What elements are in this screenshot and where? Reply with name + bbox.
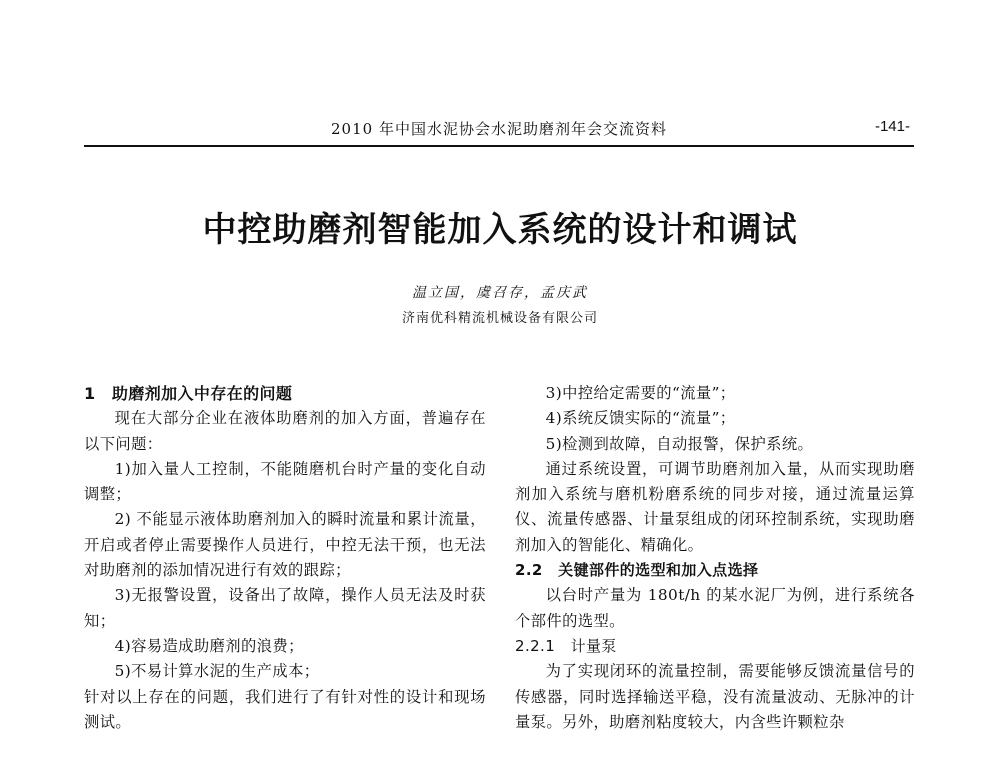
list-item: 5)不易计算水泥的生产成本； bbox=[114, 662, 320, 681]
running-header-text: 2010 年中国水泥协会水泥助磨剂年会交流资料 bbox=[331, 120, 667, 138]
list-item: 3)中控给定需要的“流量”； bbox=[545, 384, 736, 402]
section-heading-2-2-1: 2.2.1 计量泵 bbox=[515, 636, 617, 655]
paper-title: 中控助磨剂智能加入系统的设计和调试 bbox=[202, 210, 798, 250]
paragraph: 现在大部分企业在液体助磨剂的加入方面，普遍存在以下问题： bbox=[84, 409, 486, 453]
section-heading-1: 1 助磨剂加入中存在的问题 bbox=[84, 384, 293, 403]
list-item: 5)检测到故障，自动报警，保护系统。 bbox=[545, 434, 814, 453]
paragraph: 通过系统设置，可调节助磨剂加入量，从而实现助磨剂加入系统与磨机粉磨系统的同步对接，通过流量运算仪、流量传感器、计量泵组成的闭环控制系统，实现助磨剂加入的智能化、精确化。 bbox=[515, 459, 915, 554]
list-item: 4)系统反馈实际的“流量”； bbox=[545, 409, 736, 428]
author-list: 温立国，虞召存，孟庆武 bbox=[412, 285, 588, 301]
running-header bbox=[84, 116, 914, 144]
list-item: 1)加入量人工控制，不能随磨机台时产量的变化自动调整； bbox=[84, 459, 486, 504]
right-column bbox=[515, 381, 915, 735]
page-number: -141- bbox=[874, 118, 910, 135]
list-item: 4)容易造成助磨剂的浪费； bbox=[114, 636, 304, 655]
left-column bbox=[84, 381, 486, 735]
list-item: 2) 不能显示液体助磨剂加入的瞬时流量和累计流量，开启或者停止需要操作人员进行，中控无法干预，也无法对助磨剂的添加情况进行有效的跟踪； bbox=[84, 510, 486, 580]
paragraph: 针对以上存在的问题，我们进行了有针对性的设计和现场测试。 bbox=[84, 687, 486, 731]
list-item: 3)无报警设置，设备出了故障，操作人员无法及时获知； bbox=[84, 586, 486, 630]
affiliation: 济南优科精流机械设备有限公司 bbox=[401, 311, 598, 326]
header-rule bbox=[84, 145, 914, 147]
section-heading-2-2: 2.2 关键部件的选型和加入点选择 bbox=[515, 561, 759, 580]
paragraph: 为了实现闭环的流量控制，需要能够反馈流量信号的传感器，同时选择输送平稳，没有流量波动、无脉冲的计量泵。另外，助磨剂粘度较大，内含些许颗粒杂 bbox=[515, 662, 915, 731]
paragraph: 以台时产量为 180t/h 的某水泥厂为例，进行系统各个部件的选型。 bbox=[515, 586, 915, 630]
